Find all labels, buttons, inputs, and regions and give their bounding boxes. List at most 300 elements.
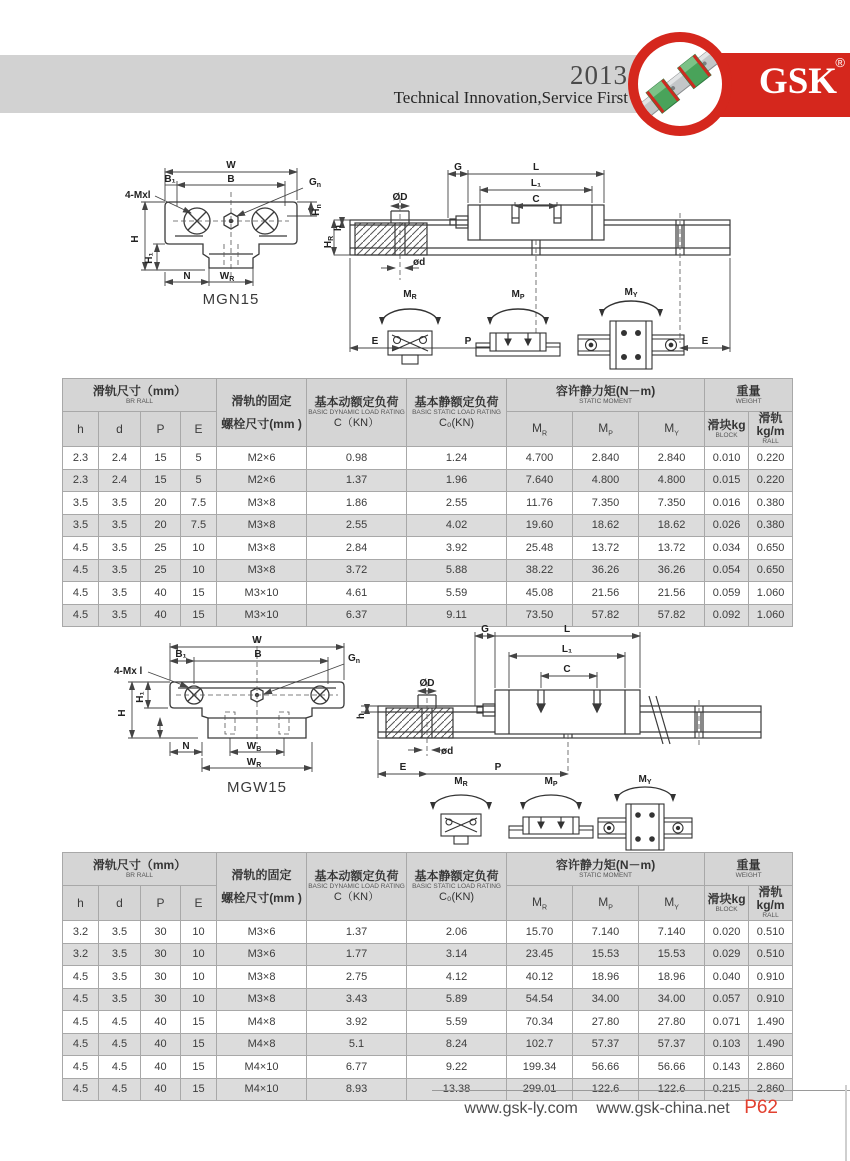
table-row	[63, 1056, 793, 1079]
table-cell: 3.5	[99, 943, 141, 966]
table-cell: 4.5	[99, 1056, 141, 1079]
table-cell: 0.029	[705, 943, 749, 966]
col-block-weight: 滑块kg BLOCK	[705, 412, 749, 447]
table-cell: 5.88	[407, 559, 507, 582]
table-cell: 7.350	[639, 492, 705, 515]
table-cell: 56.66	[639, 1056, 705, 1079]
header-fixing: 滑轨的固定 螺栓尺寸(mm )	[217, 853, 307, 921]
dim-label-w: W	[252, 635, 262, 646]
dim-label-h1: H₁	[135, 691, 146, 703]
col-my: $M_Y$	[639, 886, 705, 921]
header-rail-size: 滑轨尺寸（mm） BR RALL	[63, 853, 217, 886]
table-cell: 0.059	[705, 582, 749, 605]
table-cell: 0.026	[705, 514, 749, 537]
table-cell: 57.82	[639, 604, 705, 627]
table-cell: 25	[141, 559, 181, 582]
table-cell: 7.140	[573, 921, 639, 944]
table-cell: 15	[181, 1011, 217, 1034]
table-cell: 30	[141, 921, 181, 944]
col-block-weight: 滑块kg BLOCK	[705, 886, 749, 921]
dim-label-b1: B₁	[175, 649, 187, 660]
table-cell: 2.4	[99, 469, 141, 492]
table-cell: 20	[141, 492, 181, 515]
dim-label-b1: B₁	[164, 174, 176, 185]
table-cell: 20	[141, 514, 181, 537]
table-cell: M3×8	[217, 537, 307, 560]
table-cell: 4.5	[63, 537, 99, 560]
dim-label-g: G	[454, 162, 462, 173]
table-cell: M3×6	[217, 921, 307, 944]
gsk-logo-ring	[628, 32, 732, 136]
col-d: d	[99, 886, 141, 921]
table-cell: 0.220	[749, 447, 793, 470]
table-cell: 0.650	[749, 559, 793, 582]
dim-label-dD: ØD	[419, 678, 435, 689]
header-weight: 重量 WEIGHT	[705, 379, 793, 412]
dim-label-w: W	[226, 160, 236, 171]
table-cell: 10	[181, 943, 217, 966]
table-cell: M3×8	[217, 559, 307, 582]
dim-label-e2: E	[701, 336, 709, 347]
table-cell: 54.54	[507, 988, 573, 1011]
col-rail-weight: 滑轨kg/m RALL	[749, 886, 793, 921]
table-cell: 4.12	[407, 966, 507, 989]
moment-label-my: $M_Y$	[638, 774, 652, 786]
table-cell: 34.00	[639, 988, 705, 1011]
table-cell: 5.1	[307, 1033, 407, 1056]
table-cell: 0.040	[705, 966, 749, 989]
table-cell: 3.5	[99, 988, 141, 1011]
dim-label-l1: L₁	[530, 178, 542, 189]
table-cell: 3.5	[99, 604, 141, 627]
dim-label-p: P	[494, 762, 502, 773]
table-cell: 18.62	[573, 514, 639, 537]
table-row	[63, 514, 793, 537]
table-cell: 57.37	[639, 1033, 705, 1056]
table-cell: 1.37	[307, 469, 407, 492]
table-cell: 10	[181, 988, 217, 1011]
table-cell: 13.72	[573, 537, 639, 560]
table-cell: 15	[181, 1078, 217, 1101]
table-cell: 3.2	[63, 943, 99, 966]
table-cell: 4.5	[99, 1011, 141, 1034]
table-cell: 3.5	[99, 966, 141, 989]
table-cell: 2.840	[639, 447, 705, 470]
table-cell: 0.380	[749, 514, 793, 537]
table-cell: M3×10	[217, 604, 307, 627]
table-cell: 7.5	[181, 492, 217, 515]
header-static-load: 基本静额定负荷 BASIC STATIC LOAD RATING C₀(KN)	[407, 853, 507, 921]
table-cell: 1.490	[749, 1011, 793, 1034]
col-p: P	[141, 886, 181, 921]
dim-label-h: H	[130, 235, 141, 243]
dim-label-l1: L₁	[561, 644, 573, 655]
table-cell: 3.5	[99, 582, 141, 605]
table-cell: 2.3	[63, 447, 99, 470]
dim-label-c: C	[532, 194, 540, 205]
table-cell: 0.103	[705, 1033, 749, 1056]
table-cell: 4.5	[63, 1078, 99, 1101]
table-cell: 8.24	[407, 1033, 507, 1056]
dim-label-h: H	[117, 709, 128, 717]
table-cell: 2.840	[573, 447, 639, 470]
table-cell: 4.5	[63, 966, 99, 989]
table-cell: 15	[181, 1056, 217, 1079]
mgw15-cross-section-drawing	[106, 630, 361, 808]
mgw15-table-body	[63, 921, 793, 1101]
table-cell: 5.59	[407, 582, 507, 605]
table-cell: 1.37	[307, 921, 407, 944]
table-cell: 10	[181, 921, 217, 944]
table-cell: 6.37	[307, 604, 407, 627]
table-cell: M3×8	[217, 514, 307, 537]
table-cell: 3.5	[63, 492, 99, 515]
table-cell: 2.06	[407, 921, 507, 944]
table-cell: M4×8	[217, 1011, 307, 1034]
mgn15-table-body	[63, 447, 793, 627]
header-dynamic-load: 基本动额定负荷 BASIC DYNAMIC LOAD RATING C（KN）	[307, 853, 407, 921]
table-cell: 36.26	[573, 559, 639, 582]
col-mr: $M_R$	[507, 412, 573, 447]
table-cell: 102.7	[507, 1033, 573, 1056]
table-cell: M4×10	[217, 1078, 307, 1101]
moment-label-mr: $M_R$	[403, 289, 417, 301]
table-cell: 0.215	[705, 1078, 749, 1101]
table-cell: 0.071	[705, 1011, 749, 1034]
table-row	[63, 1033, 793, 1056]
dim-label-dD: ØD	[392, 192, 408, 203]
table-cell: M2×6	[217, 447, 307, 470]
footer-divider	[432, 1090, 850, 1091]
table-cell: 40	[141, 1056, 181, 1079]
table-cell: 5	[181, 469, 217, 492]
table-cell: 15	[181, 582, 217, 605]
table-cell: 199.34	[507, 1056, 573, 1079]
mgw15-moment-diagrams	[413, 772, 683, 852]
table-cell: 0.380	[749, 492, 793, 515]
table-cell: 4.5	[63, 559, 99, 582]
table-cell: 1.86	[307, 492, 407, 515]
table-cell: 25.48	[507, 537, 573, 560]
table-cell: 18.96	[639, 966, 705, 989]
table-cell: 15	[141, 447, 181, 470]
table-cell: 4.5	[63, 604, 99, 627]
moment-label-mp: $M_P$	[511, 289, 525, 301]
table-cell: 2.860	[749, 1056, 793, 1079]
table-cell: 18.96	[573, 966, 639, 989]
dim-label-n: N	[183, 271, 191, 282]
table-cell: 122.6	[639, 1078, 705, 1101]
dim-label-g: G	[481, 624, 489, 635]
table-cell: 3.5	[99, 537, 141, 560]
table-cell: 4.02	[407, 514, 507, 537]
table-cell: 3.5	[99, 559, 141, 582]
table-cell: 1.24	[407, 447, 507, 470]
table-cell: 7.640	[507, 469, 573, 492]
col-mp: $M_P$	[573, 412, 639, 447]
table-cell: 40.12	[507, 966, 573, 989]
table-cell: M3×8	[217, 492, 307, 515]
col-e: E	[181, 412, 217, 447]
footer	[400, 1097, 778, 1119]
col-h: h	[63, 886, 99, 921]
col-mr: $M_R$	[507, 886, 573, 921]
linear-guide-photo-icon	[638, 42, 722, 126]
table-cell: 0.143	[705, 1056, 749, 1079]
table-cell: 18.62	[639, 514, 705, 537]
table-cell: 3.92	[307, 1011, 407, 1034]
table-cell: 4.700	[507, 447, 573, 470]
mgn15-spec-table	[62, 378, 793, 627]
table-cell: 2.75	[307, 966, 407, 989]
table-row	[63, 469, 793, 492]
mgn15-cross-section-drawing	[125, 158, 325, 306]
table-cell: 0.220	[749, 469, 793, 492]
dim-label-wb: $W_B$	[246, 741, 262, 753]
table-cell: 15	[181, 1033, 217, 1056]
col-e: E	[181, 886, 217, 921]
table-cell: 13.72	[639, 537, 705, 560]
table-cell: 57.37	[573, 1033, 639, 1056]
dim-label-wr: $W_R$	[246, 757, 262, 769]
table-cell: M4×10	[217, 1056, 307, 1079]
dim-label-h1: H₁	[144, 252, 155, 264]
header-tagline: Technical Innovation,Service First	[393, 88, 628, 107]
dim-label-e1: E	[371, 336, 379, 347]
table-cell: 9.11	[407, 604, 507, 627]
table-cell: 0.910	[749, 988, 793, 1011]
table-row	[63, 447, 793, 470]
table-cell: 73.50	[507, 604, 573, 627]
header-year: 2013	[570, 60, 628, 90]
dim-label-gn: $G_n$	[348, 653, 361, 665]
table-cell: M3×10	[217, 582, 307, 605]
dim-label-dd: ød	[413, 257, 426, 268]
table-cell: 2.84	[307, 537, 407, 560]
table-cell: 3.92	[407, 537, 507, 560]
moment-label-my: $M_Y$	[624, 287, 638, 299]
table-row	[63, 943, 793, 966]
header-rail-size: 滑轨尺寸（mm） BR RALL	[63, 379, 217, 412]
table-row	[63, 537, 793, 560]
table-cell: 0.510	[749, 921, 793, 944]
table-cell: 57.82	[573, 604, 639, 627]
table-cell: 0.092	[705, 604, 749, 627]
table-cell: 0.015	[705, 469, 749, 492]
table-cell: 4.61	[307, 582, 407, 605]
table-cell: 15.70	[507, 921, 573, 944]
dim-label-dd: ød	[441, 746, 454, 757]
table-cell: 30	[141, 943, 181, 966]
dim-label-l: L	[532, 162, 540, 173]
table-cell: 4.5	[63, 1011, 99, 1034]
dim-label-hr: $H_R$	[323, 235, 335, 249]
col-d: d	[99, 412, 141, 447]
table-cell: 4.5	[63, 1056, 99, 1079]
table-cell: 0.034	[705, 537, 749, 560]
table-cell: 4.5	[99, 1033, 141, 1056]
table-cell: 4.5	[63, 1033, 99, 1056]
header-static-load: 基本静额定负荷 BASIC STATIC LOAD RATING C₀(KN)	[407, 379, 507, 447]
table-row	[63, 988, 793, 1011]
footer-site-2: www.gsk-china.net	[596, 1100, 730, 1117]
table-cell: 0.010	[705, 447, 749, 470]
table-cell: 25	[141, 537, 181, 560]
drawing-caption: MGW15	[226, 779, 288, 796]
dim-label-bolt: 4-Mx l	[114, 666, 143, 677]
dim-label-e: E	[399, 762, 407, 773]
table-cell: 7.5	[181, 514, 217, 537]
table-cell: 6.77	[307, 1056, 407, 1079]
table-cell: 40	[141, 1078, 181, 1101]
table-cell: 27.80	[573, 1011, 639, 1034]
table-cell: 11.76	[507, 492, 573, 515]
table-cell: 2.3	[63, 469, 99, 492]
table-cell: 0.910	[749, 966, 793, 989]
table-row	[63, 582, 793, 605]
table-cell: 3.72	[307, 559, 407, 582]
dim-label-h: h	[333, 224, 344, 232]
col-rail-weight: 滑轨kg/m RALL	[749, 412, 793, 447]
dim-label-wr: $W_R$	[219, 271, 235, 283]
table-cell: 3.2	[63, 921, 99, 944]
table-cell: 30	[141, 966, 181, 989]
table-cell: 3.5	[99, 492, 141, 515]
col-p: P	[141, 412, 181, 447]
table-cell: 5	[181, 447, 217, 470]
table-cell: 34.00	[573, 988, 639, 1011]
table-cell: 1.96	[407, 469, 507, 492]
table-cell: 56.66	[573, 1056, 639, 1079]
table-cell: 21.56	[573, 582, 639, 605]
dim-label-p: P	[464, 336, 472, 347]
table-row	[63, 966, 793, 989]
table-row	[63, 921, 793, 944]
table-cell: M3×8	[217, 988, 307, 1011]
dim-label-n: N	[182, 741, 190, 752]
table-row	[63, 492, 793, 515]
table-cell: 2.55	[307, 514, 407, 537]
dim-label-c: C	[563, 664, 571, 675]
table-cell: 40	[141, 604, 181, 627]
table-cell: 10	[181, 537, 217, 560]
table-cell: 4.5	[99, 1078, 141, 1101]
table-cell: 122.6	[573, 1078, 639, 1101]
dim-label-hn: $H_n$	[311, 204, 323, 216]
table-cell: 0.057	[705, 988, 749, 1011]
dim-label-gn: $G_n$	[309, 177, 322, 189]
table-cell: 10	[181, 966, 217, 989]
table-cell: 0.510	[749, 943, 793, 966]
gsk-logo-text: GSK	[758, 61, 838, 102]
col-mp: $M_P$	[573, 886, 639, 921]
col-my: $M_Y$	[639, 412, 705, 447]
dim-label-bolt: 4-Mxl	[125, 190, 151, 201]
table-cell: 7.140	[639, 921, 705, 944]
mgn15-moment-diagrams	[358, 283, 693, 378]
table-cell: 2.860	[749, 1078, 793, 1101]
table-cell: 1.77	[307, 943, 407, 966]
table-cell: 40	[141, 582, 181, 605]
table-cell: 23.45	[507, 943, 573, 966]
page-edge-line	[845, 1085, 847, 1161]
dim-label-h: h	[356, 712, 367, 720]
col-h: h	[63, 412, 99, 447]
table-cell: 0.98	[307, 447, 407, 470]
table-cell: 3.14	[407, 943, 507, 966]
table-row	[63, 559, 793, 582]
table-cell: 3.5	[63, 514, 99, 537]
table-cell: 1.490	[749, 1033, 793, 1056]
table-cell: 0.054	[705, 559, 749, 582]
table-cell: 13.38	[407, 1078, 507, 1101]
dim-label-b: B	[227, 174, 235, 185]
table-cell: 0.016	[705, 492, 749, 515]
header-fixing: 滑轨的固定 螺栓尺寸(mm )	[217, 379, 307, 447]
table-cell: 1.060	[749, 582, 793, 605]
drawing-caption: MGN15	[202, 291, 260, 308]
table-cell: 4.5	[63, 988, 99, 1011]
moment-label-mr: $M_R$	[454, 776, 468, 788]
table-cell: M3×8	[217, 966, 307, 989]
footer-page-number: P62	[744, 1097, 778, 1118]
table-cell: M3×6	[217, 943, 307, 966]
moment-label-mp: $M_P$	[544, 776, 558, 788]
table-cell: 21.56	[639, 582, 705, 605]
table-cell: 10	[181, 559, 217, 582]
footer-site-1: www.gsk-ly.com	[464, 1100, 578, 1117]
header-weight: 重量 WEIGHT	[705, 853, 793, 886]
table-cell: 8.93	[307, 1078, 407, 1101]
header-static-moment: 容许静力矩(N－m) STATIC MOMENT	[507, 379, 705, 412]
table-cell: 30	[141, 988, 181, 1011]
table-cell: 2.55	[407, 492, 507, 515]
table-cell: 1.060	[749, 604, 793, 627]
registered-mark-icon: ®	[835, 55, 845, 70]
table-cell: 15	[181, 604, 217, 627]
table-cell: 4.800	[639, 469, 705, 492]
table-cell: 15.53	[573, 943, 639, 966]
table-cell: 0.020	[705, 921, 749, 944]
table-cell: 9.22	[407, 1056, 507, 1079]
table-cell: 2.4	[99, 447, 141, 470]
table-cell: 7.350	[573, 492, 639, 515]
table-cell: 3.5	[99, 514, 141, 537]
table-cell: 70.34	[507, 1011, 573, 1034]
table-cell: 27.80	[639, 1011, 705, 1034]
dim-label-b: B	[254, 649, 262, 660]
table-cell: 40	[141, 1033, 181, 1056]
table-cell: 38.22	[507, 559, 573, 582]
table-cell: 5.89	[407, 988, 507, 1011]
table-cell: 299.01	[507, 1078, 573, 1101]
table-cell: 4.800	[573, 469, 639, 492]
table-cell: M4×8	[217, 1033, 307, 1056]
header-dynamic-load: 基本动额定负荷 BASIC DYNAMIC LOAD RATING C（KN）	[307, 379, 407, 447]
mgw15-side-view-drawing	[353, 616, 768, 786]
table-cell: 0.650	[749, 537, 793, 560]
table-cell: 3.43	[307, 988, 407, 1011]
table-cell: 15.53	[639, 943, 705, 966]
table-cell: 15	[141, 469, 181, 492]
table-cell: 19.60	[507, 514, 573, 537]
table-row	[63, 1011, 793, 1034]
table-cell: 4.5	[63, 582, 99, 605]
table-cell: 45.08	[507, 582, 573, 605]
table-cell: 36.26	[639, 559, 705, 582]
table-cell: 40	[141, 1011, 181, 1034]
table-cell: 3.5	[99, 921, 141, 944]
